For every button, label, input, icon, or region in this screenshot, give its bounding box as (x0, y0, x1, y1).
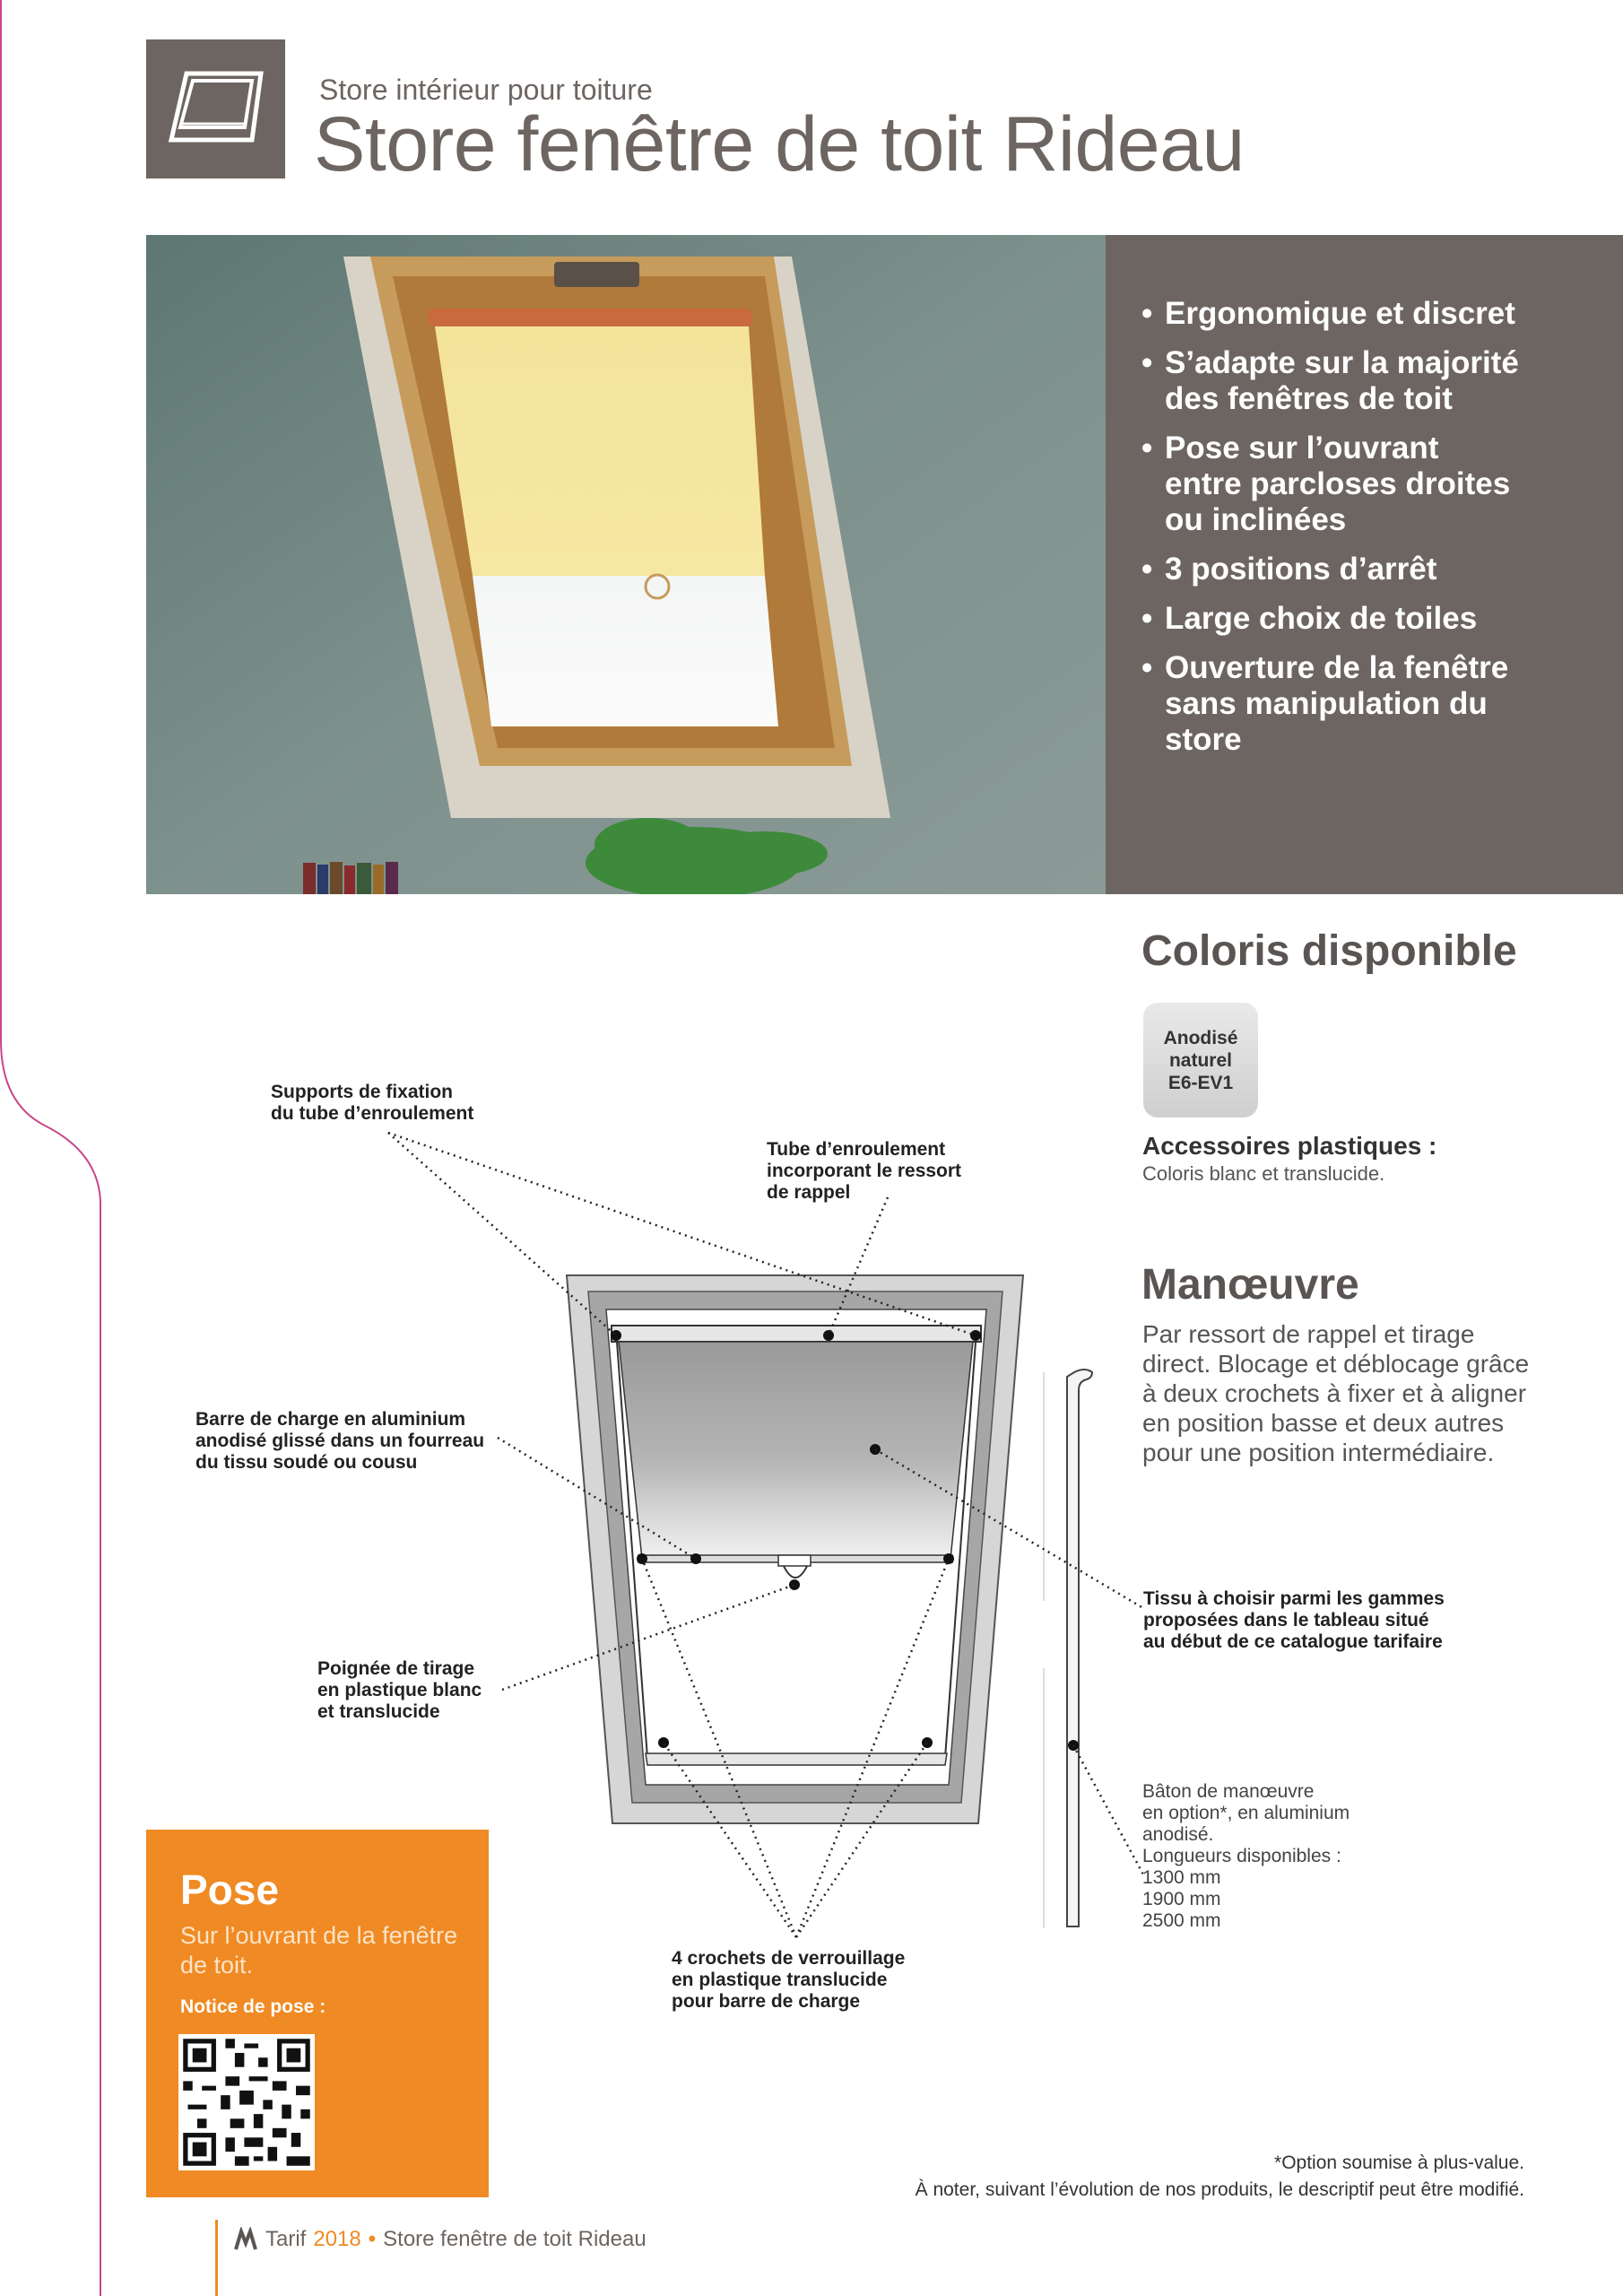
label-line: au début de ce catalogue tarifaire (1143, 1631, 1443, 1652)
label-handle (317, 1658, 482, 1723)
label-line: et translucide (317, 1701, 440, 1722)
footer-bar (215, 2220, 218, 2296)
colors-heading: Coloris disponible (1141, 927, 1517, 975)
roof-window-icon (146, 39, 285, 178)
label-hooks (672, 1948, 905, 2013)
accessories-text: Coloris blanc et translucide. (1142, 1162, 1385, 1185)
swatch-line: E6-EV1 (1167, 1072, 1234, 1093)
footer-separator: • (368, 2227, 377, 2251)
label-line: Longueurs disponibles : (1142, 1846, 1341, 1866)
label-line: en plastique translucide (672, 1970, 888, 1990)
swatch-line: naturel (1168, 1049, 1232, 1071)
pose-text: Sur l’ouvrant de la fenêtre de toit. (180, 1922, 458, 1979)
logo-box (146, 39, 285, 178)
footer-title: Store fenêtre de toit Rideau (383, 2227, 647, 2251)
label-line: en plastique blanc (317, 1680, 482, 1700)
label-line: anodisé glissé dans un fourreau (195, 1431, 485, 1451)
label-line: Barre de charge en aluminium (195, 1409, 466, 1430)
footer (233, 2227, 647, 2252)
features-list (1141, 296, 1541, 771)
footnote-option: *Option soumise à plus-value. (1274, 2152, 1524, 2173)
label-line: de rappel (767, 1182, 851, 1203)
roof-window-photo (146, 235, 1106, 894)
operation-heading: Manœuvre (1141, 1261, 1359, 1309)
label-line: en option*, en aluminium (1142, 1803, 1350, 1823)
label-line: 2500 mm (1142, 1910, 1221, 1931)
label-line: du tissu soudé ou cousu (195, 1452, 418, 1473)
label-tube (767, 1139, 961, 1204)
features-panel (1106, 235, 1623, 894)
footer-year: 2018 (313, 2227, 361, 2251)
label-line: 1300 mm (1142, 1867, 1221, 1888)
label-line: du tube d’enroulement (271, 1103, 474, 1124)
label-supports (271, 1082, 473, 1125)
page-title: Store fenêtre de toit Rideau (314, 101, 1245, 187)
feature-item: • S’adapte sur la majorité des fenêtres de toit (1141, 345, 1541, 417)
brand-logo-icon (233, 2227, 258, 2252)
feature-item: • 3 positions d’arrêt (1141, 552, 1541, 587)
label-load-bar (195, 1409, 484, 1474)
pose-title: Pose (180, 1866, 279, 1913)
label-line: pour barre de charge (672, 1991, 861, 2012)
label-fabric (1143, 1588, 1445, 1653)
accessories-title: Accessoires plastiques : (1142, 1132, 1437, 1160)
feature-item: • Ergonomique et discret (1141, 296, 1541, 332)
label-line: Bâton de manœuvre (1142, 1781, 1315, 1802)
label-line: incorporant le ressort (767, 1161, 962, 1181)
operation-text: Par ressort de rappel et tirage direct. Blocage et déblocage grâce à deux crochets à fixer et à aligner en position basse et deux autres pour une position intermédiaire. (1142, 1320, 1530, 1466)
label-line: anodisé. (1142, 1824, 1214, 1845)
label-line: proposées dans le tableau situé (1143, 1610, 1429, 1631)
label-line: Poignée de tirage (317, 1658, 475, 1679)
qr-code-icon[interactable] (178, 2034, 315, 2170)
hero-photo (146, 235, 1106, 894)
feature-item: • Large choix de toiles (1141, 601, 1541, 637)
feature-item: • Pose sur l’ouvrant entre parcloses droites ou inclinées (1141, 430, 1523, 538)
page-subtitle: Store intérieur pour toiture (319, 74, 653, 106)
footer-prefix: Tarif (265, 2227, 307, 2251)
pose-notice-label: Notice de pose : (180, 1996, 326, 2017)
label-stick (1142, 1781, 1350, 1932)
pose-box (146, 1830, 489, 2197)
label-line: Supports de fixation (271, 1082, 454, 1102)
footnote-note: À noter, suivant l’évolution de nos produits, le descriptif peut être modifié. (915, 2179, 1524, 2200)
label-line: 1900 mm (1142, 1889, 1221, 1909)
swatch-line: Anodisé (1163, 1027, 1238, 1048)
label-line: 4 crochets de verrouillage (672, 1948, 906, 1969)
feature-item: • Ouverture de la fenêtre sans manipulation du store (1141, 650, 1541, 758)
label-line: Tube d’enroulement (767, 1139, 946, 1160)
label-line: Tissu à choisir parmi les gammes (1143, 1588, 1445, 1609)
